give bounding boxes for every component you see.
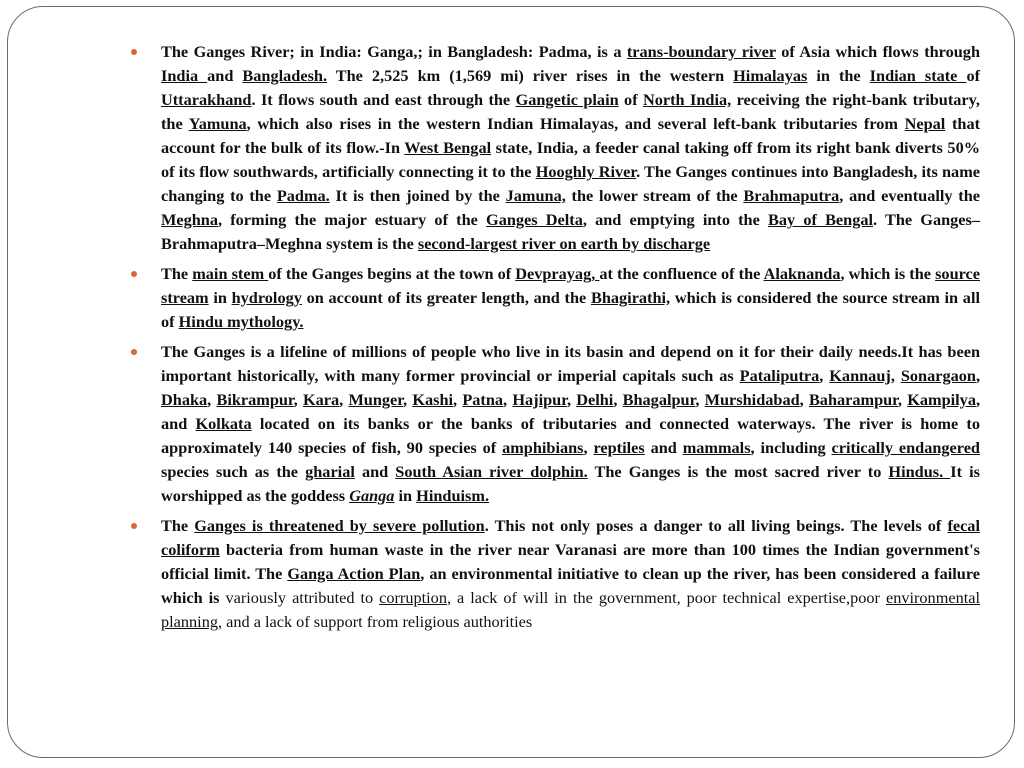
body-text: . This not only poses a danger to all living beings. The levels of — [484, 516, 948, 535]
link-text[interactable]: Bangladesh. — [242, 66, 328, 85]
bullet-dot-icon — [131, 49, 137, 55]
link-text[interactable]: Kannauj — [829, 366, 891, 385]
body-text: , — [403, 390, 413, 409]
link-text[interactable]: Indian state — [869, 66, 967, 85]
link-text[interactable]: Himalayas — [733, 66, 808, 85]
link-text[interactable]: India — [161, 66, 208, 85]
link-text[interactable]: Sonargaon — [900, 366, 976, 385]
link-text[interactable]: Pataliputra — [739, 366, 820, 385]
link-text[interactable]: Baharampur — [808, 390, 898, 409]
body-text: The Ganges is a lifeline of millions of people who live in its basin and depend on it for their daily needs.It has been important historically, with many former provincial or imperial capitals such as — [161, 342, 980, 385]
body-text: in — [208, 288, 232, 307]
body-text: , which also rises in the western Indian Himalayas, and several left-bank tributaries from — [246, 114, 905, 133]
body-text: variously attributed to — [225, 588, 380, 607]
link-text[interactable]: gharial — [305, 462, 355, 481]
link-text[interactable]: critically endangered — [831, 438, 980, 457]
link-text[interactable]: Devprayag, — [515, 264, 600, 283]
bullet-dot-icon — [131, 271, 137, 277]
link-text[interactable]: Meghna — [161, 210, 218, 229]
body-text: , and eventually the — [839, 186, 980, 205]
link-text[interactable]: Bikrampur — [216, 390, 294, 409]
body-text: of — [618, 90, 644, 109]
body-text: , — [799, 390, 809, 409]
body-text: in — [394, 486, 417, 505]
bullet-item — [128, 262, 980, 334]
link-text[interactable]: Kashi — [412, 390, 454, 409]
body-text: which is considered the source stream in all of — [161, 288, 980, 331]
body-text: , — [207, 390, 217, 409]
bullet-item — [128, 40, 980, 256]
link-text[interactable]: fecal coliform — [161, 516, 980, 559]
link-text[interactable]: Hindu mythology. — [178, 312, 304, 331]
body-text: , — [503, 390, 513, 409]
body-text: receiving the right-bank tributary, the — [161, 90, 980, 133]
link-text[interactable]: second-largest river on earth by discharge — [417, 234, 711, 253]
link-text[interactable]: corruption — [379, 588, 447, 607]
link-text[interactable]: environmental planning, — [161, 588, 981, 631]
body-text: in the — [807, 66, 870, 85]
bullet-dot-icon — [131, 523, 137, 529]
link-text[interactable]: Dhaka — [161, 390, 208, 409]
link-text[interactable]: Nepal — [904, 114, 946, 133]
body-text: and — [354, 462, 396, 481]
link-text[interactable]: Ganga — [349, 486, 395, 505]
bullet-list — [128, 40, 980, 634]
body-text: , — [890, 366, 901, 385]
slide-content — [128, 40, 980, 640]
body-text: of Asia which flows through — [775, 42, 980, 61]
link-text[interactable]: South Asian river dolphin. — [395, 462, 588, 481]
link-text[interactable]: Ganges is threatened by severe pollution — [194, 516, 485, 535]
body-text: species such as the — [161, 462, 306, 481]
bullet-item — [128, 514, 980, 634]
link-text[interactable]: Brahmaputra — [743, 186, 840, 205]
body-text: and a lack of support from religious authorities — [222, 612, 533, 631]
link-text[interactable]: Ganges Delta — [486, 210, 583, 229]
link-text[interactable]: Padma. — [276, 186, 330, 205]
bullet-dot-icon — [131, 349, 137, 355]
body-text: The — [161, 264, 193, 283]
link-text[interactable]: Delhi — [576, 390, 614, 409]
body-text: , — [566, 390, 577, 409]
link-text[interactable]: Bhagirathi, — [590, 288, 671, 307]
body-text: It is then joined by the — [329, 186, 506, 205]
link-text[interactable]: Patna — [462, 390, 504, 409]
body-text: , an environmental initiative to clean up the river, has been considered a failure which is — [161, 564, 981, 607]
body-text: and — [644, 438, 683, 457]
link-text[interactable]: Gangetic plain — [515, 90, 619, 109]
link-text[interactable]: Munger — [348, 390, 404, 409]
body-text: , — [819, 366, 830, 385]
body-text: , a lack of will in the government, poor technical expertise,poor — [446, 588, 886, 607]
link-text[interactable]: North India, — [643, 90, 732, 109]
body-text: , and — [161, 390, 981, 433]
link-text[interactable]: Hinduism. — [416, 486, 490, 505]
body-text: state, India, a feeder canal taking off from its right bank diverts 50% of its flow southwards, artificially connecting it to the — [161, 138, 980, 181]
body-text: The Ganges River; in India: Ganga,; in Bangladesh: Padma, is a — [161, 42, 627, 61]
body-text: It is worshipped as the goddess — [161, 462, 980, 505]
body-text: that account for the bulk of its flow.-In — [161, 114, 981, 157]
body-text: the lower stream of the — [565, 186, 744, 205]
body-text: , — [695, 390, 705, 409]
body-text: at the confluence of the — [599, 264, 764, 283]
body-text: , — [975, 366, 981, 385]
body-text: The — [161, 516, 195, 535]
link-text[interactable]: West Bengal — [404, 138, 492, 157]
body-text: , which is the — [840, 264, 936, 283]
link-text[interactable]: Murshidabad — [704, 390, 800, 409]
link-text[interactable]: Hajipur — [512, 390, 567, 409]
bullet-item — [128, 340, 980, 508]
body-text: The 2,525 km (1,569 mi) river rises in the western — [327, 66, 734, 85]
body-text: of — [966, 66, 980, 85]
link-text[interactable]: reptiles — [593, 438, 645, 457]
link-text[interactable]: mammals — [682, 438, 751, 457]
link-text[interactable]: Bhagalpur — [622, 390, 696, 409]
link-text[interactable]: Hindus. — [888, 462, 951, 481]
link-text[interactable]: trans-boundary river — [626, 42, 776, 61]
link-text[interactable]: source stream — [161, 264, 981, 307]
link-text[interactable]: Kampilya — [907, 390, 976, 409]
link-text[interactable]: Alaknanda — [763, 264, 841, 283]
body-text: , — [897, 390, 908, 409]
link-text[interactable]: main stem — [192, 264, 269, 283]
body-text: , forming the major estuary of the — [217, 210, 487, 229]
body-text: , — [293, 390, 303, 409]
body-text: . The Ganges–Brahmaputra–Meghna system is the — [161, 210, 980, 253]
link-text[interactable]: Jamuna, — [505, 186, 566, 205]
link-text[interactable]: Yamuna — [188, 114, 247, 133]
link-text[interactable]: Hooghly River — [535, 162, 637, 181]
link-text[interactable]: Uttarakhand — [161, 90, 252, 109]
body-text: , — [453, 390, 463, 409]
body-text: . The Ganges continues into Bangladesh, its name changing to the — [161, 162, 980, 205]
body-text: , — [613, 390, 623, 409]
link-text[interactable]: Kolkata — [195, 414, 252, 433]
body-text: , and emptying into the — [582, 210, 769, 229]
body-text: The Ganges is the most sacred river to — [587, 462, 889, 481]
body-text: located on its banks or the banks of tributaries and connected waterways. The river is home to approximately 140 species of fish, 90 species of — [161, 414, 980, 457]
body-text: on account of its greater length, and the — [301, 288, 591, 307]
body-text: and — [207, 66, 243, 85]
body-text: , — [339, 390, 349, 409]
body-text: , — [583, 438, 594, 457]
body-text: bacteria from human waste in the river near Varanasi are more than 100 times the Indian government's official limit. The — [161, 540, 980, 583]
link-text[interactable]: amphibians — [502, 438, 584, 457]
link-text[interactable]: Kara — [302, 390, 340, 409]
link-text[interactable]: Bay of Bengal — [768, 210, 874, 229]
body-text: . It flows south and east through the — [251, 90, 516, 109]
link-text[interactable]: hydrology — [231, 288, 302, 307]
body-text: of the Ganges begins at the town of — [268, 264, 516, 283]
link-text[interactable]: Ganga Action Plan — [287, 564, 421, 583]
body-text: , including — [750, 438, 832, 457]
